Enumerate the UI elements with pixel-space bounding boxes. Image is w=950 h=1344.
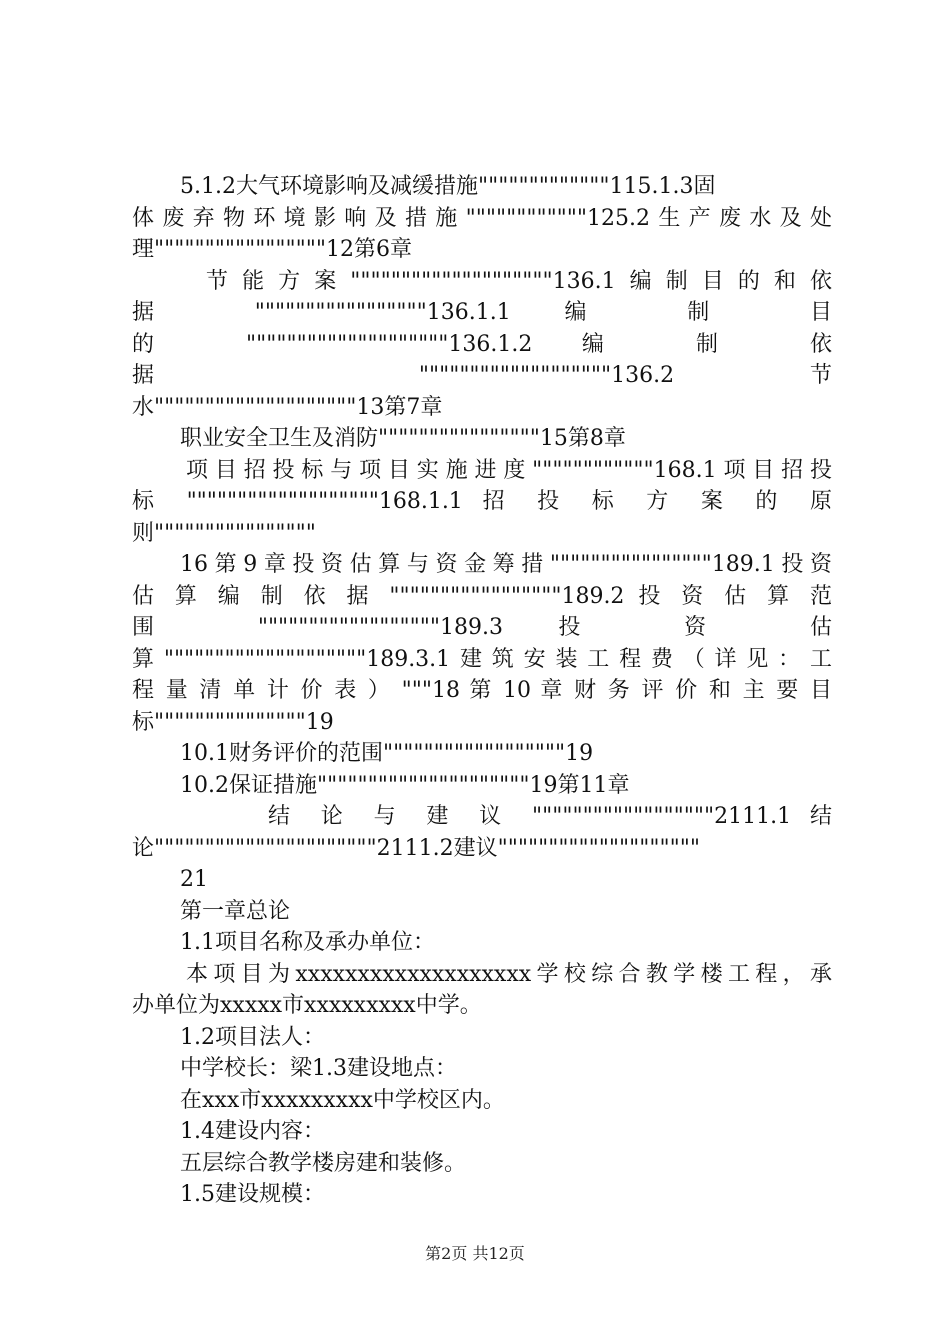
- text-line: 论""""""""""""""""""""""2111.2建议"""""""""""""""""""": [132, 835, 700, 861]
- section-heading: 1.2项目法人：: [180, 1024, 325, 1050]
- document-body: [132, 171, 832, 1211]
- text-line: 项目招投标与项目实施进度""""""""""""168.1项目招投: [186, 457, 832, 483]
- text-line: 标"""""""""""""""19: [132, 709, 334, 735]
- text-line: 10.2保证措施"""""""""""""""""""""19第11章: [180, 772, 630, 798]
- chapter-heading: 第一章总论: [180, 898, 291, 924]
- text-line: 据 """""""""""""""""136.1.1 编 制 目: [132, 300, 832, 325]
- text-line: 节能方案""""""""""""""""""""136.1编制目的和依: [206, 268, 832, 294]
- text-line: 21: [180, 867, 208, 892]
- paragraph-line: 本项目为xxxxxxxxxxxxxxxxxxx学校综合教学楼工程，承: [186, 961, 832, 987]
- section-heading: 1.1项目名称及承办单位：: [180, 930, 435, 955]
- text-line: 算""""""""""""""""""""189.3.1建筑安装工程费（详见：工: [132, 646, 832, 672]
- text-line: 据 """""""""""""""""""136.2 节: [132, 363, 832, 388]
- text-line: 理"""""""""""""""""12第6章: [132, 237, 413, 262]
- text-line: 体废弃物环境影响及措施""""""""""""125.2生产废水及处: [132, 205, 832, 231]
- text-line: 则"""""""""""""""": [132, 520, 316, 546]
- section-heading: 1.4建设内容：: [180, 1119, 325, 1144]
- text-line: 16第9章投资估算与资金筹措""""""""""""""""189.1投资: [180, 552, 832, 577]
- text-line: 程 量 清 单 计 价 表 ） """18 第 10 章 财 务 评 价 和 主 要 目: [132, 678, 832, 703]
- text-line: 结 论 与 建 议 """"""""""""""""""2111.1 结: [268, 804, 832, 829]
- section-heading: 1.5建设规模：: [180, 1182, 325, 1207]
- text-line: 的 """"""""""""""""""""136.1.2 编 制 依: [132, 331, 832, 357]
- text-line: 估 算 编 制 依 据 """""""""""""""""189.2 投 资 估 算 范: [132, 583, 832, 609]
- text-line: 职业安全卫生及消防""""""""""""""""15第8章: [180, 426, 626, 451]
- paragraph-line: 五层综合教学楼房建和装修。: [180, 1150, 467, 1176]
- text-line: 围 """"""""""""""""""189.3 投 资 估: [132, 615, 832, 640]
- page-footer: 第2页 共12页: [425, 1244, 525, 1263]
- paragraph-line: 办单位为xxxxx市xxxxxxxxx中学。: [132, 993, 482, 1018]
- text-line: 5.1.2大气环境影响及减缓措施"""""""""""""115.1.3固: [180, 174, 716, 199]
- text-line: 标 """""""""""""""""""168.1.1 招 投 标 方 案 的 原: [132, 489, 832, 514]
- text-line: 水""""""""""""""""""""13第7章: [132, 394, 443, 420]
- paragraph-line: 中学校长：梁1.3建设地点：: [180, 1056, 457, 1081]
- text-line: 10.1财务评价的范围""""""""""""""""""19: [180, 741, 594, 766]
- paragraph-line: 在xxx市xxxxxxxxx中学校区内。: [180, 1087, 505, 1113]
